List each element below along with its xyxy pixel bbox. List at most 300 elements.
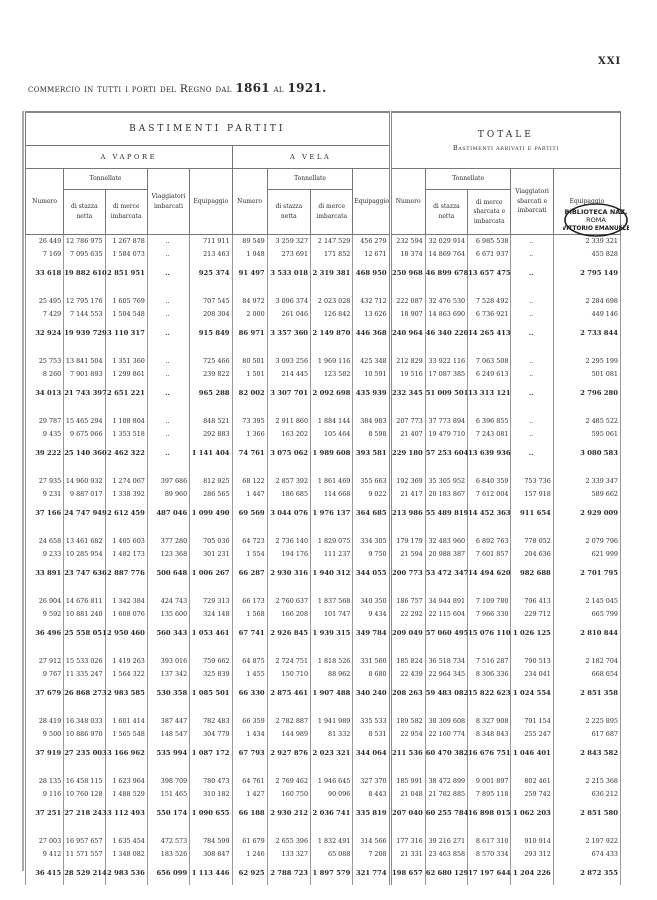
table-cell: 2 929 009 [553,501,620,525]
table-cell: 292 883 [190,428,232,441]
table-cell: .. [147,235,189,249]
spacer-cell [553,765,620,775]
table-cell: 21 407 [390,428,425,441]
table-cell: 28 135 [26,775,64,788]
table-cell: 8 348 843 [468,728,511,741]
table-cell: 3 093 256 [267,355,310,368]
table-cell: 17 197 644 [468,861,511,885]
table-cell: .. [147,248,189,261]
spacer-cell [425,465,467,475]
table-cell: 20 988 387 [425,548,467,561]
table-row-total [26,741,621,765]
table-cell: 61 679 [232,835,267,848]
spacer-cell [232,285,267,295]
table-cell: 1 419 263 [105,655,147,668]
table-row [26,595,621,608]
spacer-cell [105,765,147,775]
table-row [26,295,621,308]
table-cell: 163 202 [267,428,310,441]
table-cell: 1 608 076 [105,608,147,621]
table-cell: 66 330 [232,681,267,705]
table-cell: 7 895 118 [468,788,511,801]
table-cell: 25 140 360 [64,441,105,465]
spacer-cell [26,525,64,535]
table-cell: 1 897 579 [311,861,353,885]
table-cell: 90 096 [311,788,353,801]
table-cell: 19 516 [390,368,425,381]
left-rule [22,111,24,871]
table-cell: .. [511,235,553,249]
spacer-cell [390,525,425,535]
table-cell: 64 875 [232,655,267,668]
spacer-cell [468,705,511,715]
table-cell: .. [147,261,189,285]
table-row [26,775,621,788]
table-cell: 7 612 004 [468,488,511,501]
table-cell: 432 712 [353,295,390,308]
table-cell: 62 680 129 [425,861,467,885]
title-year-from: 1861 [235,81,270,95]
table-cell: 2 079 796 [553,535,620,548]
page-number: XXI [598,56,622,67]
table-cell: 1 353 518 [105,428,147,441]
spacer-cell [390,825,425,835]
table-cell: 535 994 [147,741,189,765]
spacer-cell [267,585,310,595]
table-cell: 2 736 140 [267,535,310,548]
spacer-cell [553,405,620,415]
table-cell: 222 087 [390,295,425,308]
table-cell: .. [511,368,553,381]
spacer-cell [425,405,467,415]
table-cell: 2 225 895 [553,715,620,728]
spacer-cell [26,645,64,655]
spacer-cell [64,345,105,355]
spacer-cell [353,525,390,535]
table-cell: 64 761 [232,775,267,788]
table-cell: 25 753 [26,355,64,368]
table-cell: 501 081 [553,368,620,381]
table-cell: 204 636 [511,548,553,561]
table-cell: 9 675 066 [64,428,105,441]
table-cell: 1 554 [232,548,267,561]
table-cell: 1 299 861 [105,368,147,381]
table-cell: 729 313 [190,595,232,608]
table-cell: 23 747 636 [64,561,105,585]
spacer-cell [425,345,467,355]
spacer-cell [390,345,425,355]
table-cell: 25 558 051 [64,621,105,645]
spacer-cell [64,585,105,595]
spacer-cell [26,345,64,355]
table-cell: 57 253 604 [425,441,467,465]
spacer-cell [511,825,553,835]
table-cell: 157 918 [511,488,553,501]
table-cell: 126 842 [311,308,353,321]
table-cell: 3 110 317 [105,321,147,345]
table-cell: 550 174 [147,801,189,825]
table-cell: 2 911 860 [267,415,310,428]
spacer-cell [26,705,64,715]
spacer-cell [147,525,189,535]
table-cell: 7 966 330 [468,608,511,621]
group-spacer [26,585,621,595]
spacer-cell [147,645,189,655]
table-cell: 14 452 363 [468,501,511,525]
spacer-cell [190,525,232,535]
table-row-total [26,681,621,705]
table-cell: 2 182 704 [553,655,620,668]
table-cell: 2 462 322 [105,441,147,465]
header-a-vapore: A VAPORE [26,146,233,169]
spacer-cell [232,825,267,835]
table-cell: 15 822 623 [468,681,511,705]
table-cell: 37 919 [26,741,64,765]
table-cell: 7 109 780 [468,595,511,608]
table-cell: 393 016 [147,655,189,668]
table-cell: 89 549 [232,235,267,249]
table-cell: 60 255 784 [425,801,467,825]
table-cell: .. [147,368,189,381]
spacer-cell [147,765,189,775]
table-cell: 21 331 [390,848,425,861]
table-cell: 2 000 [232,308,267,321]
col-totale-viaggiatori: Viaggiatori sbarcati e imbarcati [511,169,553,235]
table-cell: 472 573 [147,835,189,848]
table-cell: 15 465 294 [64,415,105,428]
table-cell: 310 182 [190,788,232,801]
table-cell: 449 146 [553,308,620,321]
table-cell: 925 374 [190,261,232,285]
table-cell: 51 009 501 [425,381,467,405]
spacer-cell [190,645,232,655]
spacer-cell [26,825,64,835]
spacer-cell [64,405,105,415]
table-cell: 9 231 [26,488,64,501]
table-cell: 123 368 [147,548,189,561]
table-cell: 2 023 321 [311,741,353,765]
spacer-cell [511,705,553,715]
table-cell: 133 327 [267,848,310,861]
group-spacer [26,525,621,535]
table-cell: 33 618 [26,261,64,285]
table-row [26,655,621,668]
table-cell: 59 483 082 [425,681,467,705]
table-cell: 27 935 [26,475,64,488]
table-cell: 1 085 501 [190,681,232,705]
table-cell: 234 041 [511,668,553,681]
table-cell: 8 327 908 [468,715,511,728]
table-cell: 12 786 975 [64,235,105,249]
table-cell: 26 904 [26,595,64,608]
spacer-cell [64,285,105,295]
table-cell: 468 950 [353,261,390,285]
spacer-cell [64,525,105,535]
table-cell: 36 415 [26,861,64,885]
table-cell: 665 799 [553,608,620,621]
table-cell: 24 658 [26,535,64,548]
table-cell: 1 907 488 [311,681,353,705]
spacer-cell [267,825,310,835]
spacer-cell [147,465,189,475]
group-spacer [26,825,621,835]
table-cell: 137 342 [147,668,189,681]
table-cell: 208 304 [190,308,232,321]
table-cell: 37 773 894 [425,415,467,428]
spacer-cell [468,825,511,835]
table-cell: 2 760 637 [267,595,310,608]
group-spacer [26,765,621,775]
table-cell: 211 536 [390,741,425,765]
table-row [26,788,621,801]
table-cell: 2 197 922 [553,835,620,848]
table-row [26,668,621,681]
table-cell: .. [147,321,189,345]
table-cell: 2 796 280 [553,381,620,405]
table-cell: 33 891 [26,561,64,585]
table-cell: 321 774 [353,861,390,885]
table-cell: 24 747 949 [64,501,105,525]
spacer-cell [105,585,147,595]
table-cell: 3 044 076 [267,501,310,525]
spacer-cell [425,705,467,715]
table-cell: 393 581 [353,441,390,465]
table-cell: 33 922 116 [425,355,467,368]
table-cell: 848 521 [190,415,232,428]
table-cell: .. [511,321,553,345]
table-cell: 13 626 [353,308,390,321]
table-cell: 915 849 [190,321,232,345]
table-cell: 335 533 [353,715,390,728]
table-cell: 1 564 322 [105,668,147,681]
table-cell: 38 472 899 [425,775,467,788]
table-cell: 456 279 [353,235,390,249]
table-cell: 9 750 [353,548,390,561]
table-cell: 1 087 172 [190,741,232,765]
table-cell: 1 348 082 [105,848,147,861]
table-cell: 32 029 914 [425,235,467,249]
table-cell: 308 847 [190,848,232,861]
spacer-cell [190,465,232,475]
spacer-cell [26,585,64,595]
table-cell: 1 969 116 [311,355,353,368]
table-cell: 1 989 608 [311,441,353,465]
table-cell: 179 179 [390,535,425,548]
table-row [26,428,621,441]
spacer-cell [232,765,267,775]
table-cell: 81 332 [311,728,353,741]
spacer-cell [267,285,310,295]
table-cell: 80 501 [232,355,267,368]
table-cell: 14 676 811 [64,595,105,608]
table-row-total [26,441,621,465]
table-cell: 6 671 937 [468,248,511,261]
table-cell: 589 662 [553,488,620,501]
table-cell: 82 002 [232,381,267,405]
table-cell: 8 617 310 [468,835,511,848]
spacer-cell [267,765,310,775]
table-cell: 21 417 [390,488,425,501]
spacer-cell [511,525,553,535]
table-row-total [26,501,621,525]
spacer-cell [26,765,64,775]
spacer-cell [425,585,467,595]
spacer-cell [353,465,390,475]
table-cell: 325 839 [190,668,232,681]
table-cell: 6 985 538 [468,235,511,249]
table-cell: 2 092 698 [311,381,353,405]
table-cell: 340 350 [353,595,390,608]
table-cell: 2 983 585 [105,681,147,705]
table-cell: 1 053 461 [190,621,232,645]
table-cell: 22 964 345 [425,668,467,681]
table-cell: 2 023 028 [311,295,353,308]
table-cell: 2 701 795 [553,561,620,585]
table-cell: 10 881 240 [64,608,105,621]
table-cell: 8 680 [353,668,390,681]
spacer-cell [353,405,390,415]
table-cell: 9 116 [26,788,64,801]
table-row-total [26,321,621,345]
table-row [26,368,621,381]
spacer-cell [511,285,553,295]
table-cell: 2 319 381 [311,261,353,285]
spacer-cell [105,465,147,475]
table-cell: 46 340 220 [425,321,467,345]
table-cell: 455 828 [553,248,620,261]
title-year-to: 1921. [287,81,327,95]
table-cell: 1 941 989 [311,715,353,728]
table-cell: 335 819 [353,801,390,825]
table-cell: .. [147,381,189,405]
table-cell: 304 779 [190,728,232,741]
spacer-cell [425,285,467,295]
table-cell: 6 396 855 [468,415,511,428]
col-vela-numero: Numero [232,169,267,235]
table-cell: 2 655 396 [267,835,310,848]
table-cell: 22 954 [390,728,425,741]
table-cell: 148 547 [147,728,189,741]
spacer-cell [190,405,232,415]
table-cell: 73 395 [232,415,267,428]
spacer-cell [105,825,147,835]
table-cell: 185 991 [390,775,425,788]
table-cell: 135 600 [147,608,189,621]
table-cell: 232 345 [390,381,425,405]
spacer-cell [64,825,105,835]
spacer-cell [232,585,267,595]
spacer-cell [390,765,425,775]
table-cell: .. [511,381,553,405]
table-cell: .. [511,428,553,441]
table-cell: 60 470 382 [425,741,467,765]
table-cell: 397 686 [147,475,189,488]
table-cell: 2 485 522 [553,415,620,428]
table-cell: 26 449 [26,235,64,249]
table-cell: 2 145 045 [553,595,620,608]
col-vapore-numero: Numero [26,169,64,235]
table-cell: 910 914 [511,835,553,848]
title-text: commercio in tutti i porti del Regno dal [28,83,236,95]
table-cell: 790 513 [511,655,553,668]
table-cell: 1 623 964 [105,775,147,788]
table-row [26,548,621,561]
table-cell: 32 476 530 [425,295,467,308]
spacer-cell [311,285,353,295]
spacer-cell [267,345,310,355]
table-cell: 500 648 [147,561,189,585]
table-cell: 1 342 384 [105,595,147,608]
spacer-cell [147,705,189,715]
col-vela-merce: di merce imbarcata [311,190,353,235]
spacer-cell [232,525,267,535]
table-cell: 194 176 [267,548,310,561]
table-cell: 7 095 635 [64,248,105,261]
header-a-vela: A VELA [232,146,390,169]
table-cell: 2 872 355 [553,861,620,885]
table-cell: 37 679 [26,681,64,705]
table-cell: 753 736 [511,475,553,488]
table-cell: 255 247 [511,728,553,741]
spacer-cell [64,465,105,475]
table-cell: 1 584 073 [105,248,147,261]
table-cell: 53 472 347 [425,561,467,585]
table-cell: 2 612 459 [105,501,147,525]
table-cell: 1 062 203 [511,801,553,825]
table-cell: 2 782 887 [267,715,310,728]
table-cell: 2 983 536 [105,861,147,885]
table-cell: 32 483 960 [425,535,467,548]
table-cell: 1 099 490 [190,501,232,525]
table-cell: 13 841 504 [64,355,105,368]
spacer-cell [468,345,511,355]
spacer-cell [425,525,467,535]
spacer-cell [26,285,64,295]
table-cell: 2 930 316 [267,561,310,585]
table-cell: 186 757 [390,595,425,608]
table-cell: 66 359 [232,715,267,728]
table-cell: 621 999 [553,548,620,561]
table-cell: 13 639 936 [468,441,511,465]
table-cell: 1 939 315 [311,621,353,645]
table-cell: 186 685 [267,488,310,501]
table-cell: 1 024 554 [511,681,553,705]
table-cell: 8 570 334 [468,848,511,861]
table-row-total [26,381,621,405]
table-cell: 2 788 723 [267,861,310,885]
table-cell: 67 793 [232,741,267,765]
spacer-cell [147,285,189,295]
table-cell: 711 911 [190,235,232,249]
table-cell: 213 463 [190,248,232,261]
table-cell: 446 368 [353,321,390,345]
spacer-cell [147,825,189,835]
table-cell: 1 829 075 [311,535,353,548]
table-cell: .. [511,248,553,261]
table-cell: 36 496 [26,621,64,645]
table-cell: 1 976 137 [311,501,353,525]
group-spacer [26,285,621,295]
table-cell: 1 246 [232,848,267,861]
table-cell: 16 676 751 [468,741,511,765]
table-cell: 13 657 475 [468,261,511,285]
table-cell: 37 251 [26,801,64,825]
table-cell: 66 173 [232,595,267,608]
header-totale-title: TOTALE [477,130,534,141]
table-cell: 7 528 492 [468,295,511,308]
table-cell: 796 413 [511,595,553,608]
table-cell: 759 662 [190,655,232,668]
